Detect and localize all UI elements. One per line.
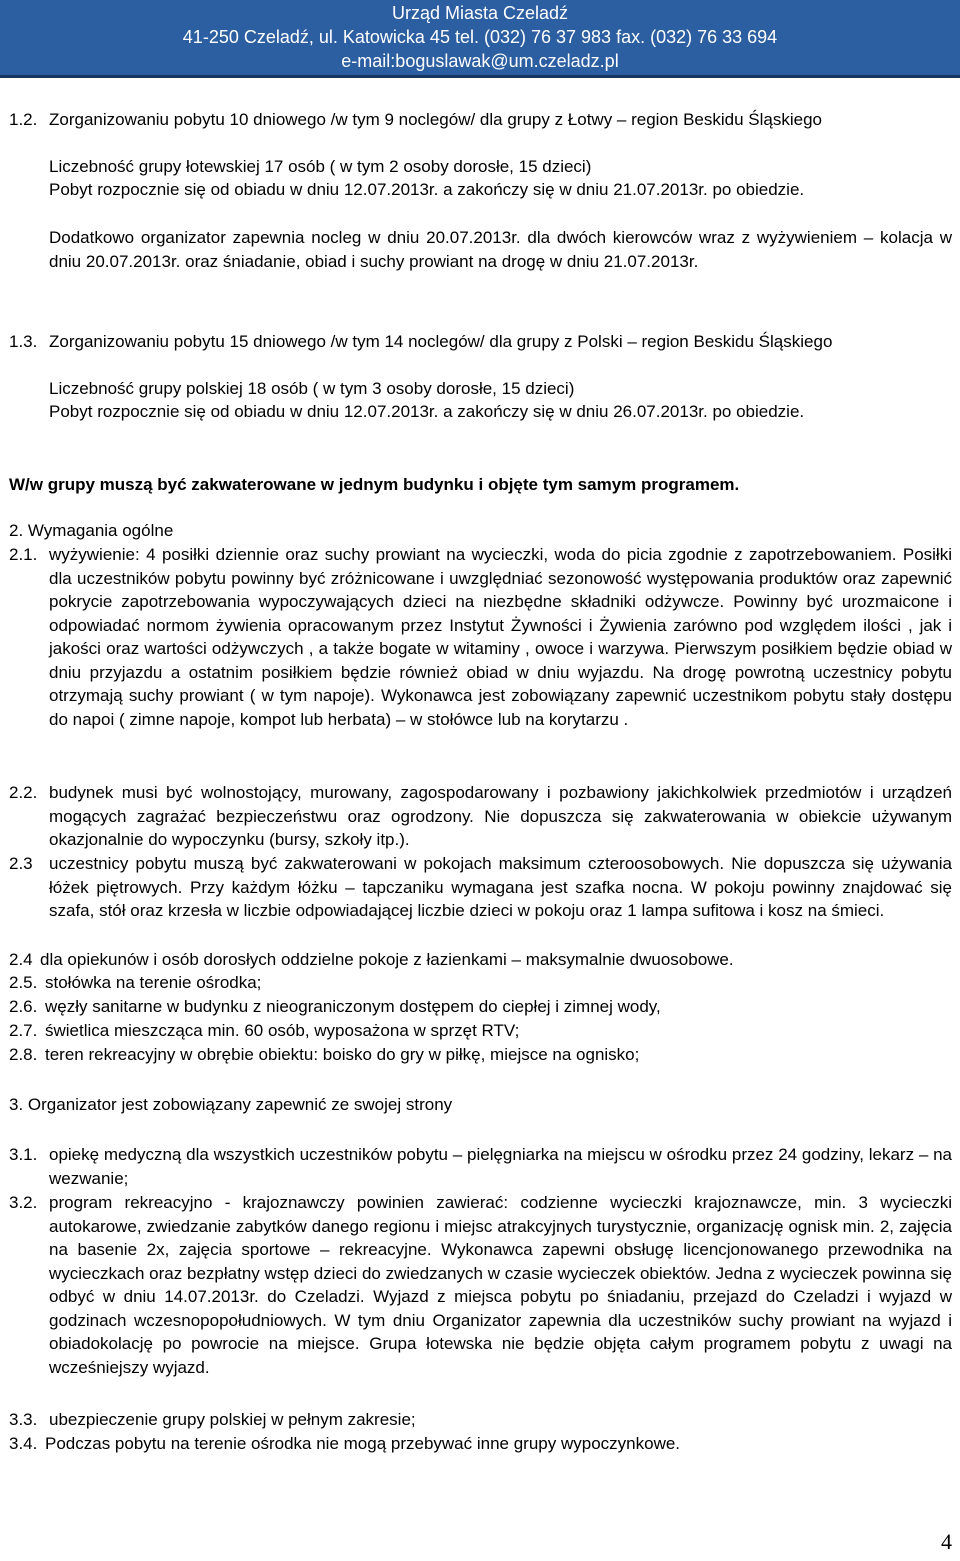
item-number: 3.4. xyxy=(9,1434,38,1453)
item-number: 2.1. xyxy=(9,545,38,564)
section-1-2-text: Zorganizowaniu pobytu 10 dniowego /w tym 9 noclegów/ dla grupy z Łotwy – region Beskidu Śląskiego xyxy=(49,110,823,129)
item-text: uczestnicy pobytu muszą być zakwaterowani w pokojach maksimum czteroosobowych. Nie dopuszcza się używania łóżek piętrowych. Przy każdym łóżku – tapczaniku wymagana jest szafka nocna. W pokoju powinny znajdować się szafa, stół oraz krzesła w liczbie odpowiadającej liczbie dzieci w pokoju oraz 1 lampa sufitowa i kosz na śmieci. xyxy=(49,854,952,920)
section-title: 2. Wymagania ogólne xyxy=(9,521,174,540)
item-number: 2.8. xyxy=(9,1045,38,1064)
item-number: 2.4 xyxy=(9,950,33,969)
item-number: 3.1. xyxy=(9,1145,38,1164)
item-text: stołówka na terenie ośrodka; xyxy=(45,973,262,992)
item-text: świetlica mieszcząca min. 60 osób, wyposażona w sprzęt RTV; xyxy=(45,1021,520,1040)
drivers-note: Dodatkowo organizator zapewnia nocleg w dniu 20.07.2013r. dla dwóch kierowców wraz z wyżywieniem – kolacja w dniu 20.07.2013r. oraz śniadanie, obiad i suchy prowiant na drogę w dniu 21.07.2013r. xyxy=(49,228,952,271)
item-text: program rekreacyjno - krajoznawczy powinien zawierać: codzienne wycieczki krajoznawcze, min. 3 wycieczki autokarowe, zwiedzanie zabytków danego regionu i miejsc atrakcyjnych turystycznie, organizację ognisk min. 2, zajęcia na basenie 2x, zajęcia sportowe – rekreacyjne. Wykonawca zapewni obsługę licencjonowanego przewodnika na wycieczkach oraz bezpłatny wstęp dzieci do zwiedzanych w czasie wycieczek obiektów. Jedna z wycieczek powinna się odbyć w dniu 14.07.2013r. do Czeladzi. Wyjazd z miejsca pobytu po śniadaniu, przejazd do Czeladzi i wyjazd w godzinach wczesnopopołudniowych. W tym dniu Organizator zapewnia dla uczestników suchy prowiant na wyjazd i obiadokolację po powrocie na miejsce. Grupa łotewska nie będzie objęta całym programem pobytu z uwagi na wcześniejszy wyjazd. xyxy=(49,1193,952,1377)
item-number: 3.2. xyxy=(9,1193,38,1212)
item-text: budynek musi być wolnostojący, murowany, zagospodarowany i pozbawiony jakichkolwiek przedmiotów i urządzeń mogących zagrażać bezpieczeństwu oraz ogrodzony. Nie dopuszcza się zakwaterowania w obiekcie używanym okazjonalnie do wypoczynku (bursy, szkoły itp.). xyxy=(49,783,952,849)
accommodation-note: W/w grupy muszą być zakwaterowane w jednym budynku i objęte tym samym programem. xyxy=(9,475,740,494)
section-number: 1.2. xyxy=(9,110,38,129)
item-text: ubezpieczenie grupy polskiej w pełnym zakresie; xyxy=(49,1410,416,1429)
item-text: dla opiekunów i osób dorosłych oddzielne pokoje z łazienkami – maksymalnie dwuosobowe. xyxy=(40,950,734,969)
stay-dates: Pobyt rozpocznie się od obiadu w dniu 12.07.2013r. a zakończy się w dniu 26.07.2013r. po obiedzie. xyxy=(49,402,805,421)
item-text: teren rekreacyjny w obrębie obiektu: boisko do gry w piłkę, miejsce na ognisko; xyxy=(45,1045,640,1064)
office-address: 41-250 Czeladź, ul. Katowicka 45 tel. (032) 76 37 983 fax. (032) 76 33 694 xyxy=(182,27,778,47)
item-text: węzły sanitarne w budynku z nieograniczonym dostępem do ciepłej i zimnej wody, xyxy=(45,997,661,1016)
item-number: 2.3 xyxy=(9,854,33,873)
item-text: opiekę medyczną dla wszystkich uczestników pobytu – pielęgniarka na miejscu w ośrodku przez 24 godziny, lekarz – na wezwanie; xyxy=(49,1145,952,1188)
item-number: 2.6. xyxy=(9,997,38,1016)
item-number: 2.5. xyxy=(9,973,38,992)
stay-dates: Pobyt rozpocznie się od obiadu w dniu 12.07.2013r. a zakończy się w dniu 21.07.2013r. po obiedzie. xyxy=(49,180,805,199)
item-number: 3.3. xyxy=(9,1410,38,1429)
item-number: 2.2. xyxy=(9,783,38,802)
section-1-3-text: Zorganizowaniu pobytu 15 dniowego /w tym 14 noclegów/ dla grupy z Polski – region Beskidu Śląskiego xyxy=(49,332,833,351)
section-number: 1.3. xyxy=(9,332,38,351)
office-email: e-mail:boguslawak@um.czeladz.pl xyxy=(341,51,619,71)
item-text: wyżywienie: 4 posiłki dziennie oraz suchy prowiant na wycieczki, woda do picia zgodnie z zapotrzebowaniem. Posiłki dla uczestników pobytu powinny być zróżnicowane i uwzględniać sezonowość występowania produktów oraz zapewnić pokrycie zapotrzebowania wypoczywających dzieci na niezbędne składniki odżywcze. Powinny być urozmaicone i odpowiadać normom żywienia opracowanym przez Instytut Żywności i Żywienia zarówno pod względem ilości , jak i jakości oraz wartości odżywczych , a także bogate w witaminy , owoce i warzywa. Pierwszym posiłkiem będzie obiad w dniu przyjazdu a ostatnim posiłkiem będzie również obiad w dniu wyjazdu. Na drogę powrotną uczestnicy pobytu otrzymają suchy prowiant ( w tym napoje). Wykonawca jest zobowiązany zapewnić uczestnikom pobytu stały dostępu do napoi ( zimne napoje, kompot lub herbata) – w stołówce lub na korytarzu . xyxy=(49,545,952,729)
office-name: Urząd Miasta Czeladź xyxy=(391,3,569,23)
section-title: 3. Organizator jest zobowiązany zapewnić ze swojej strony xyxy=(9,1095,453,1114)
group-size: Liczebność grupy polskiej 18 osób ( w tym 3 osoby dorosłe, 15 dzieci) xyxy=(49,379,575,398)
letterhead xyxy=(0,0,960,78)
item-text: Podczas pobytu na terenie ośrodka nie mogą przebywać inne grupy wypoczynkowe. xyxy=(45,1434,681,1453)
page-number: 4 xyxy=(941,1528,952,1554)
group-size: Liczebność grupy łotewskiej 17 osób ( w tym 2 osoby dorosłe, 15 dzieci) xyxy=(49,157,592,176)
item-number: 2.7. xyxy=(9,1021,38,1040)
